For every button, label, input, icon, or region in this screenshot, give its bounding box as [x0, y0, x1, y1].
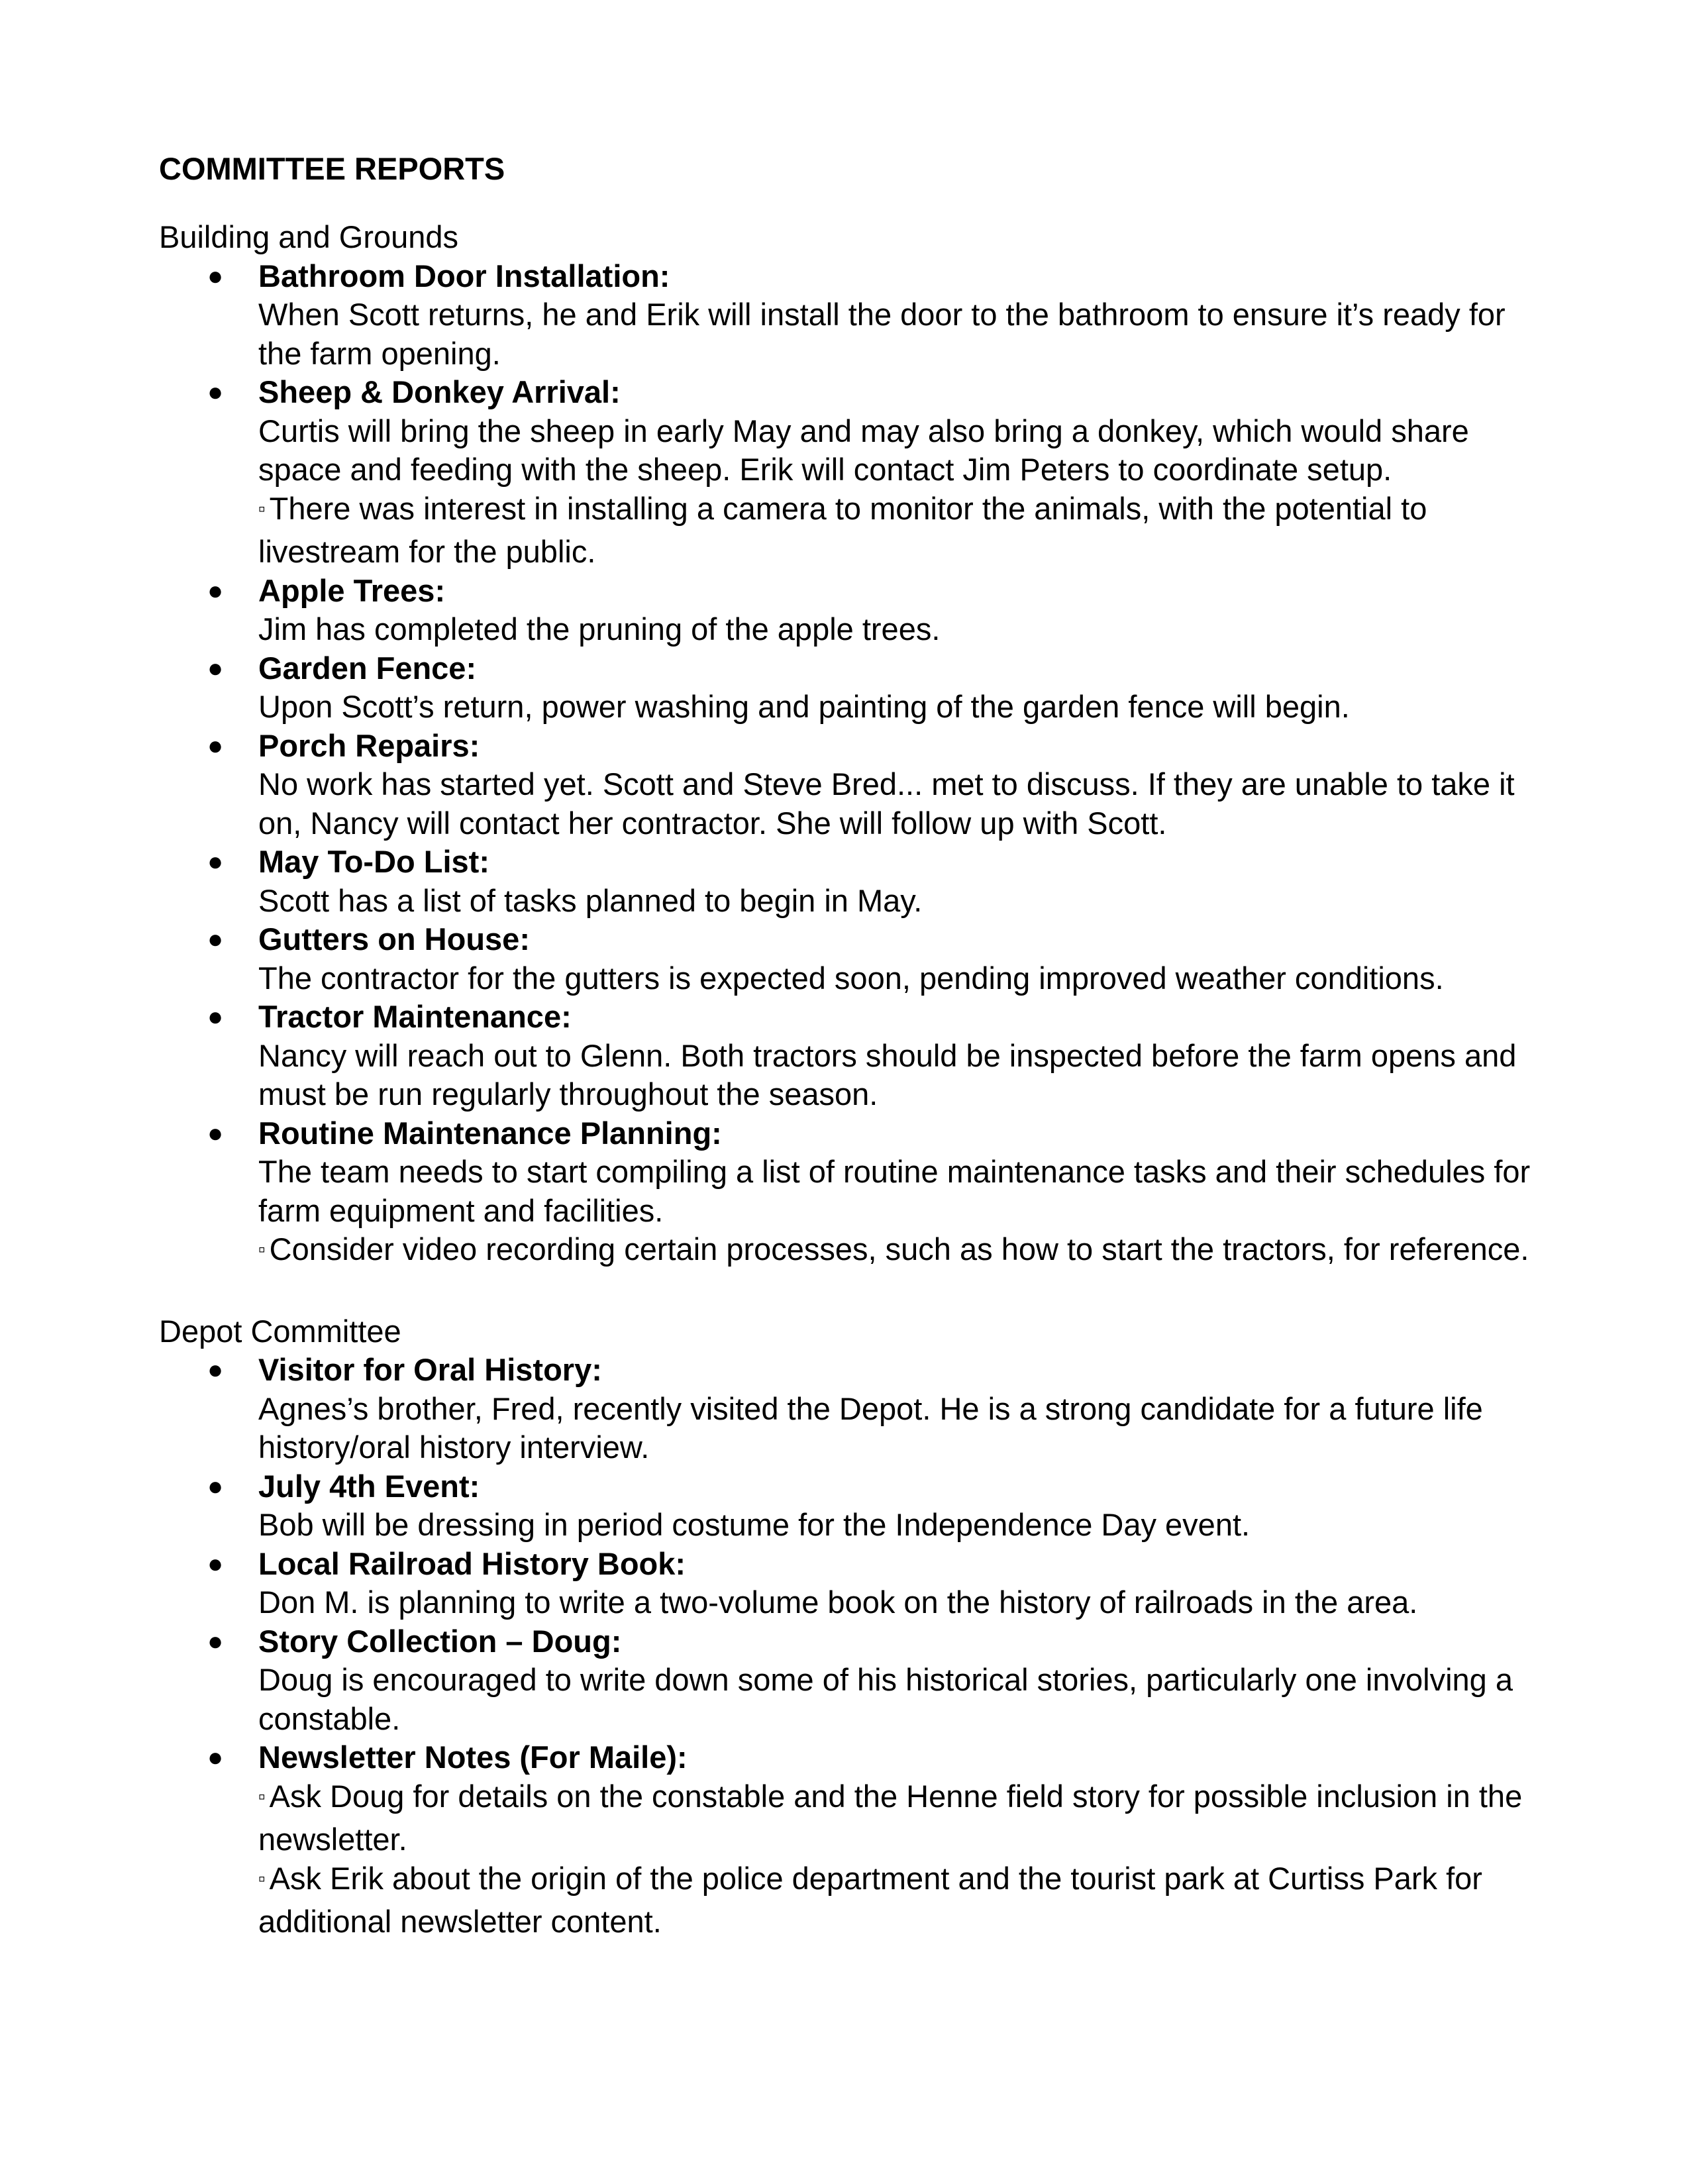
sub-note-text: Ask Doug for details on the constable and the Henne field story for possible inclusion in the newsletter.: [258, 1778, 1523, 1857]
item-title: Apple Trees:: [258, 572, 446, 608]
item-text: No work has started yet. Scott and Steve Bred... met to discuss. If they are unable to take it on, Nancy will contact her contractor. She will follow up with Scott.: [258, 766, 1515, 841]
bullet-icon: ●: [207, 847, 224, 876]
list-item: [159, 1622, 1537, 1739]
square-bullet-icon: ▫: [258, 1867, 266, 1890]
item-text: Don M. is planning to write a two-volume book on the history of railroads in the area.: [258, 1585, 1418, 1620]
item-text: Jim has completed the pruning of the apple trees.: [258, 611, 941, 647]
item-title: Visitor for Oral History:: [258, 1352, 602, 1387]
bullet-icon: ●: [207, 1743, 224, 1772]
item-title: Sheep & Donkey Arrival:: [258, 374, 621, 409]
bullet-icon: ●: [207, 1626, 224, 1656]
section-title: Building and Grounds: [159, 219, 459, 254]
sub-note-text: Ask Erik about the origin of the police department and the tourist park at Curtiss Park for additional newsletter content.: [258, 1860, 1482, 1939]
bullet-list: [159, 257, 1537, 1274]
item-text: The team needs to start compiling a list of routine maintenance tasks and their schedules for farm equipment and facilities.: [258, 1154, 1531, 1228]
square-bullet-icon: ▫: [258, 1785, 266, 1808]
item-title: May To-Do List:: [258, 844, 489, 879]
item-text: Curtis will bring the sheep in early May and may also bring a donkey, which would share space and feeding with the sheep. Erik will contact Jim Peters to coordinate setup.: [258, 413, 1469, 487]
list-item: [159, 1545, 1537, 1622]
bullet-icon: ●: [207, 1471, 224, 1501]
list-item: [159, 1738, 1537, 1942]
item-title: Routine Maintenance Planning:: [258, 1115, 722, 1151]
list-item: [159, 843, 1537, 920]
item-title: Gutters on House:: [258, 921, 530, 957]
sub-note: [258, 1859, 1537, 1942]
sections-container: [159, 218, 1537, 1942]
item-title: Bathroom Door Installation:: [258, 258, 670, 293]
item-title: Story Collection – Doug:: [258, 1623, 622, 1659]
bullet-icon: ●: [207, 261, 224, 291]
list-item: [159, 998, 1537, 1114]
sub-note: [258, 1777, 1537, 1859]
item-text: When Scott returns, he and Erik will install the door to the bathroom to ensure it’s ready for the farm opening.: [258, 297, 1506, 371]
section-spacer: [159, 1274, 1537, 1312]
bullet-icon: ●: [207, 1549, 224, 1579]
item-text: Doug is encouraged to write down some of his historical stories, particularly one involving a constable.: [258, 1662, 1513, 1736]
bullet-icon: ●: [207, 1355, 224, 1384]
bullet-icon: ●: [207, 576, 224, 605]
bullet-icon: ●: [207, 925, 224, 954]
list-item: [159, 373, 1537, 572]
item-text: Nancy will reach out to Glenn. Both tractors should be inspected before the farm opens and must be run regularly throughout the season.: [258, 1037, 1517, 1112]
list-item: [159, 572, 1537, 649]
bullet-list: [159, 1351, 1537, 1942]
sub-note: [258, 490, 1537, 572]
bullet-icon: ●: [207, 378, 224, 407]
page-heading: COMMITTEE REPORTS: [159, 151, 505, 186]
list-item: [159, 649, 1537, 727]
item-title: Tractor Maintenance:: [258, 999, 572, 1034]
bullet-icon: ●: [207, 731, 224, 760]
item-title: July 4th Event:: [258, 1468, 480, 1504]
sub-note-text: Consider video recording certain processes, such as how to start the tractors, for reference.: [269, 1231, 1529, 1267]
bullet-icon: ●: [207, 1118, 224, 1148]
item-title: Porch Repairs:: [258, 727, 480, 763]
bullet-icon: ●: [207, 1002, 224, 1031]
item-text: Agnes’s brother, Fred, recently visited the Depot. He is a strong candidate for a future life history/oral history interview.: [258, 1390, 1483, 1465]
item-title: Garden Fence:: [258, 650, 477, 686]
item-title: Newsletter Notes (For Maile):: [258, 1740, 688, 1775]
document-page: [159, 150, 1537, 1942]
item-text: The contractor for the gutters is expected soon, pending improved weather conditions.: [258, 960, 1444, 996]
list-item: [159, 727, 1537, 843]
list-item: [159, 920, 1537, 998]
list-item: [159, 257, 1537, 374]
square-bullet-icon: ▫: [258, 1239, 266, 1261]
sub-note: [258, 1230, 1537, 1274]
square-bullet-icon: ▫: [258, 497, 266, 520]
list-item: [159, 1467, 1537, 1545]
item-text: Bob will be dressing in period costume for the Independence Day event.: [258, 1507, 1251, 1542]
list-item: [159, 1114, 1537, 1274]
list-item: [159, 1351, 1537, 1467]
section-title: Depot Committee: [159, 1313, 401, 1349]
item-text: Scott has a list of tasks planned to begin in May.: [258, 882, 923, 918]
item-text: Upon Scott’s return, power washing and painting of the garden fence will begin.: [258, 689, 1350, 724]
sub-note-text: There was interest in installing a camera to monitor the animals, with the potential to livestream for the public.: [258, 490, 1427, 569]
item-title: Local Railroad History Book:: [258, 1545, 686, 1581]
bullet-icon: ●: [207, 653, 224, 683]
